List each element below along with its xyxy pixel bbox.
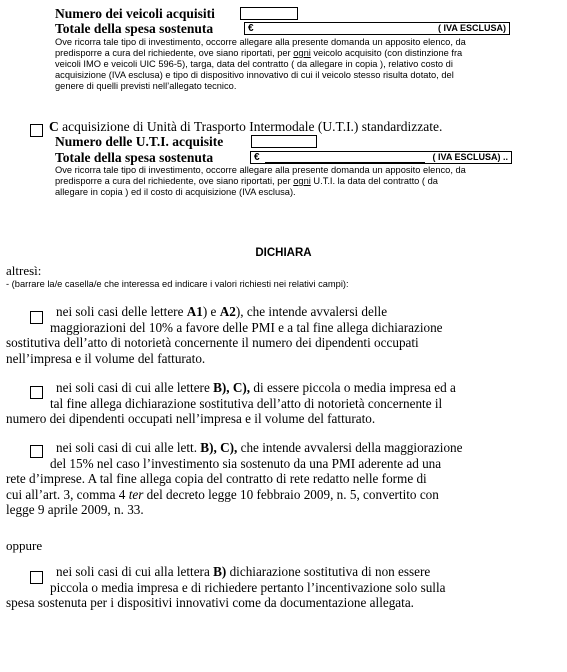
option-1-text: nei soli casi delle lettere A1) e A2), che intende avvalersi delle maggiorazioni del 10% a favore delle PMI e a tal fine allega dichiarazione sostitutiva dell’atto di notorietà concernente il numero dei dipendenti occupati nell’impresa e il volume del fatturato. xyxy=(6,304,443,366)
uti-count-label: Numero delle U.T.I. acquisite xyxy=(55,134,224,149)
option-2-text: nei soli casi di cui alle lettere B), C), di essere piccola o media impresa ed a tal fine allega dichiarazione sostitutiva dell’atto di notorietà concernente il numero dei dipendenti occupati nell’impresa e il volume del fatturato. xyxy=(6,380,456,427)
section-c-checkbox[interactable] xyxy=(30,124,43,137)
uti-note: Ove ricorra tale tipo di investimento, occorre allegare alla presente domanda un apposito elenco, da predisporre a cura del richiedente, ove siano riportati, per ogni U.T.I. la data del contratto ( da allegare in copia ) ed il costo di acquisizione (IVA esclusa). xyxy=(55,165,466,197)
dichiara-heading: DICHIARA xyxy=(255,247,312,259)
vehicles-count-field[interactable] xyxy=(240,7,298,20)
vehicles-count-label: Numero dei veicoli acquisiti xyxy=(55,6,215,21)
uti-total-field[interactable]: € ( IVA ESCLUSA) .. xyxy=(250,151,512,164)
uti-total-label: Totale della spesa sostenuta xyxy=(55,150,214,165)
altresi-label: altresì: xyxy=(6,263,42,278)
option-3-text: nei soli casi di cui alle lett. B), C), che intende avvalersi della maggiorazione del 15% nel caso l’investimento sia sostenuto da una PMI aderente ad una rete d’imprese. A tal fine allega copia del contratto di rete redatto nelle forme di cui all’art. 3, comma 4 ter del decreto legge 10 febbraio 2009, n. 5, convertito con legge 9 aprile 2009, n. 33. xyxy=(6,440,463,518)
uti-count-field[interactable] xyxy=(251,135,317,148)
vehicles-total-label: Totale della spesa sostenuta xyxy=(55,21,214,36)
instruction-text: - (barrare la/e casella/e che interessa ed indicare i valori richiesti nei relativi campi): xyxy=(6,279,349,289)
option-4-text: nei soli casi di cui alla lettera B) dichiarazione sostitutiva di non essere piccola o media impresa e di richiedere pertanto l’incentivazione solo sulla spesa sostenuta per i dispositivi innovativi come da documentazione allegata. xyxy=(6,564,446,611)
vehicles-note: Ove ricorra tale tipo di investimento, occorre allegare alla presente domanda un apposito elenco, da predisporre a cura del richiedente, ove siano riportati, per ogni veicolo acquisito (con distinzione fra veicoli IMO e veicoli UIC 596-5), targa, data del contratto ( da allegare in copia ), relativo costo di acquisizione (IVA esclusa) e tipo di dispositivo innovativo di cui il veicolo stesso risulta dotato, del genere di quelli previsti nell’allegato tecnico. xyxy=(55,37,466,91)
oppure-label: oppure xyxy=(6,538,43,553)
section-c-title: C acquisizione di Unità di Trasporto Intermodale (U.T.I.) standardizzate. xyxy=(49,119,443,134)
vehicles-total-field[interactable]: € ( IVA ESCLUSA) xyxy=(244,22,510,35)
